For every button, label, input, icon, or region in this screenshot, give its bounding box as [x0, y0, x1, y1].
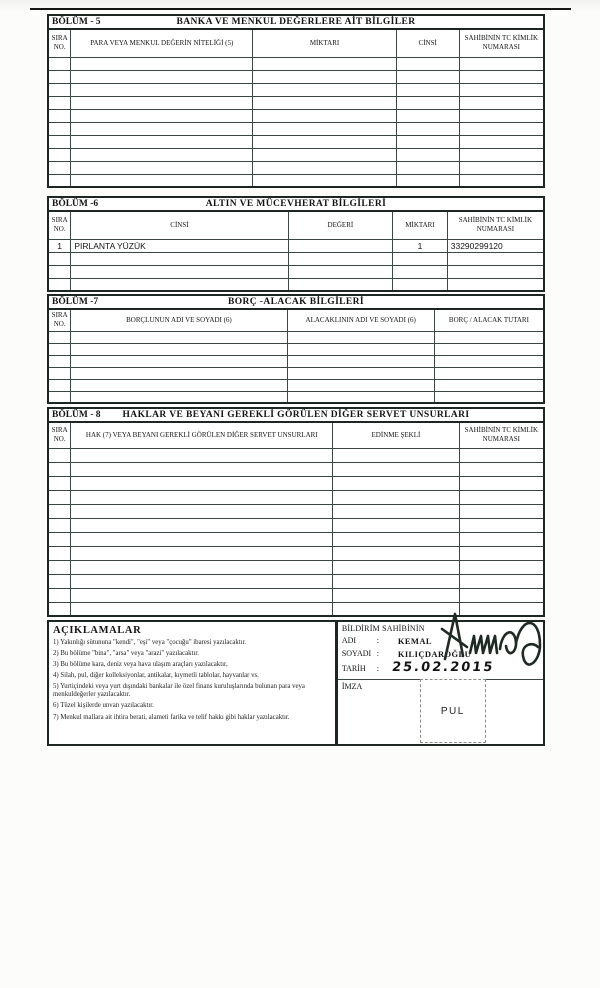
note-item: 4) Silah, pul, diğer kolleksiyonlar, antikalar, kıymetli tablolar, hayvanlar vs. [53, 671, 259, 679]
empty-cell [253, 161, 396, 174]
column-header: CİNSİ [396, 29, 459, 57]
empty-cell [253, 109, 396, 122]
empty-cell [459, 546, 544, 560]
empty-cell [71, 391, 287, 403]
empty-cell [48, 448, 71, 462]
empty-cell [396, 96, 459, 109]
empty-cell [459, 602, 544, 616]
column-header: HAK (7) VEYA BEYANI GEREKLİ GÖRÜLEN DİĞER SERVET UNSURLARI [71, 422, 333, 448]
empty-cell [71, 135, 253, 148]
empty-cell [459, 83, 544, 96]
section-titlebar [47, 196, 545, 212]
empty-cell [253, 148, 396, 161]
declarant-box [337, 620, 545, 746]
empty-cell [48, 462, 71, 476]
empty-cell [253, 83, 396, 96]
declarant-field-soyadi [338, 647, 543, 660]
column-header: SAHİBİNİN TC KİMLİK NUMARASI [447, 211, 544, 239]
table-row-empty [48, 504, 544, 518]
empty-cell [287, 367, 434, 379]
empty-cell [71, 588, 333, 602]
empty-cell [253, 174, 396, 187]
empty-cell [48, 504, 71, 518]
table-row-empty [48, 448, 544, 462]
empty-cell [459, 490, 544, 504]
section-titlebar [47, 14, 545, 30]
column-header: DEĞERİ [288, 211, 393, 239]
column-header: EDİNME ŞEKLİ [333, 422, 459, 448]
table-row-empty [48, 278, 544, 291]
empty-cell [333, 560, 459, 574]
declarant-field-tari̇h [338, 660, 543, 677]
section-title: HAKLAR VE BEYANI GEREKLİ GÖRÜLEN DİĞER SERVET UNSURLARI [122, 410, 470, 420]
empty-cell [287, 391, 434, 403]
table-row-filled [48, 239, 544, 252]
field-label: TARİH [341, 664, 366, 673]
empty-cell [71, 490, 333, 504]
column-header: ALACAKLININ ADI VE SOYADI (6) [287, 309, 434, 331]
empty-cell [393, 265, 448, 278]
empty-cell [396, 57, 459, 70]
empty-cell [447, 265, 544, 278]
signature-area [338, 679, 543, 744]
empty-cell [333, 602, 459, 616]
empty-cell [48, 252, 71, 265]
empty-cell [48, 602, 71, 616]
column-header: SAHİBİNİN TC KİMLİK NUMARASI [459, 29, 544, 57]
field-label: ADI [341, 636, 357, 645]
empty-cell [333, 588, 459, 602]
empty-cell [48, 331, 71, 343]
empty-cell [48, 135, 71, 148]
declarant-header: BİLDİRİM SAHİBİNİN [341, 624, 425, 633]
empty-cell [48, 546, 71, 560]
empty-cell [459, 588, 544, 602]
empty-cell [396, 148, 459, 161]
stamp-box [420, 679, 486, 743]
empty-cell [48, 367, 71, 379]
table-row-empty [48, 379, 544, 391]
empty-cell [48, 476, 71, 490]
section-table [47, 210, 545, 292]
empty-cell [48, 560, 71, 574]
empty-cell [71, 331, 287, 343]
column-header: CİNSİ [71, 211, 288, 239]
note-item: 7) Menkul mallara ait ihtira berati, alameti farika ve telif hakkı gibi haklar yazılacaktır. [53, 713, 290, 721]
section-title: BANKA VE MENKUL DEĞERLERE AİT BİLGİLER [176, 17, 416, 27]
empty-cell [288, 265, 393, 278]
empty-cell [71, 367, 287, 379]
empty-cell [459, 161, 544, 174]
empty-cell [48, 174, 71, 187]
table-row-empty [48, 343, 544, 355]
field-value: KILIÇDAROĞLU [397, 648, 472, 659]
section-table [47, 421, 545, 617]
table-row-empty [48, 602, 544, 616]
empty-cell [396, 174, 459, 187]
section-label: BÖLÜM - 5 [52, 17, 101, 27]
empty-cell [71, 504, 333, 518]
empty-cell [253, 57, 396, 70]
column-header: BORÇLUNUN ADI VE SOYADI (6) [71, 309, 287, 331]
table-row-empty [48, 355, 544, 367]
empty-cell [333, 448, 459, 462]
empty-cell [434, 367, 544, 379]
table-cell: PIRLANTA YÜZÜK [71, 239, 288, 252]
empty-cell [459, 532, 544, 546]
table-row-empty [48, 574, 544, 588]
empty-cell [333, 518, 459, 532]
table-row-empty [48, 490, 544, 504]
section-titlebar [47, 294, 545, 310]
section-table [47, 28, 545, 188]
empty-cell [459, 57, 544, 70]
section-bolum6 [47, 196, 545, 292]
note-item: 3) Bu bölüme kara, deniz veya hava ulaşım araçları yazılacaktır, [53, 660, 228, 668]
empty-cell [48, 148, 71, 161]
empty-cell [396, 122, 459, 135]
empty-cell [48, 70, 71, 83]
empty-cell [48, 490, 71, 504]
table-row-empty [48, 462, 544, 476]
field-value: KEMAL [397, 635, 432, 646]
table-row-empty [48, 560, 544, 574]
empty-cell [71, 278, 288, 291]
explanations-list [53, 639, 329, 722]
section-titlebar [47, 407, 545, 423]
table-cell: 33290299120 [447, 239, 544, 252]
empty-cell [48, 574, 71, 588]
table-row-empty [48, 135, 544, 148]
empty-cell [396, 135, 459, 148]
table-row-empty [48, 96, 544, 109]
section-bolum7 [47, 294, 545, 404]
empty-cell [393, 278, 448, 291]
empty-cell [71, 560, 333, 574]
declarant-field-adi [338, 634, 543, 647]
empty-cell [253, 70, 396, 83]
empty-cell [333, 574, 459, 588]
empty-cell [459, 122, 544, 135]
empty-cell [288, 252, 393, 265]
empty-cell [434, 343, 544, 355]
empty-cell [447, 252, 544, 265]
empty-cell [71, 252, 288, 265]
section-bolum5 [47, 14, 545, 188]
section-label: BÖLÜM -7 [52, 297, 99, 307]
empty-cell [48, 391, 71, 403]
empty-cell [48, 532, 71, 546]
explanations-title: AÇIKLAMALAR [53, 625, 142, 636]
explanations-box [47, 620, 337, 746]
declarant-fields [338, 634, 543, 677]
section-bolum8 [47, 407, 545, 617]
column-header: SIRA NO. [48, 422, 71, 448]
table-row-empty [48, 122, 544, 135]
field-label: SOYADI [341, 649, 372, 658]
field-colon: : [376, 636, 379, 645]
empty-cell [396, 70, 459, 83]
empty-cell [48, 343, 71, 355]
table-row-empty [48, 174, 544, 187]
empty-cell [71, 70, 253, 83]
empty-cell [48, 161, 71, 174]
empty-cell [48, 265, 71, 278]
empty-cell [434, 355, 544, 367]
empty-cell [287, 355, 434, 367]
empty-cell [48, 57, 71, 70]
section-title: ALTIN VE MÜCEVHERAT BİLGİLERİ [205, 199, 387, 209]
empty-cell [434, 379, 544, 391]
empty-cell [393, 252, 448, 265]
empty-cell [253, 135, 396, 148]
column-header: SIRA NO. [48, 29, 71, 57]
empty-cell [333, 546, 459, 560]
note-item: 6) Tüzel kişilerde unvan yazılacaktır. [53, 702, 154, 710]
empty-cell [48, 122, 71, 135]
table-row-empty [48, 70, 544, 83]
empty-cell [287, 343, 434, 355]
empty-cell [71, 532, 333, 546]
empty-cell [459, 504, 544, 518]
empty-cell [333, 504, 459, 518]
table-row-empty [48, 109, 544, 122]
empty-cell [48, 379, 71, 391]
column-header: SAHİBİNİN TC KİMLİK NUMARASI [459, 422, 544, 448]
table-row-empty [48, 532, 544, 546]
empty-cell [71, 546, 333, 560]
note-item: 2) Bu bölüme "bina", "arsa" veya "arazi" yazılacaktır. [53, 649, 199, 657]
empty-cell [447, 278, 544, 291]
column-header: SIRA NO. [48, 309, 71, 331]
empty-cell [71, 265, 288, 278]
form-sections [47, 14, 545, 617]
empty-cell [459, 560, 544, 574]
column-header: MİKTARI [253, 29, 396, 57]
empty-cell [459, 476, 544, 490]
section-label: BÖLÜM -6 [52, 199, 99, 209]
empty-cell [71, 161, 253, 174]
empty-cell [71, 83, 253, 96]
empty-cell [396, 109, 459, 122]
empty-cell [333, 462, 459, 476]
empty-cell [459, 518, 544, 532]
table-row-empty [48, 83, 544, 96]
empty-cell [71, 343, 287, 355]
field-value-handwritten: 25.02.2015 [390, 660, 496, 675]
empty-cell [253, 122, 396, 135]
field-colon: : [376, 649, 379, 658]
column-header: MİKTARI [393, 211, 448, 239]
empty-cell [459, 70, 544, 83]
table-row-empty [48, 367, 544, 379]
empty-cell [48, 96, 71, 109]
empty-cell [459, 148, 544, 161]
table-row-empty [48, 161, 544, 174]
empty-cell [48, 278, 71, 291]
table-row-empty [48, 546, 544, 560]
note-item: 1) Yakınlığı sütununa "kendi", "eşi" veya "çocuğu" ibaresi yazılacaktır. [53, 638, 247, 646]
empty-cell [71, 122, 253, 135]
column-header: SIRA NO. [48, 211, 71, 239]
empty-cell [48, 355, 71, 367]
empty-cell [333, 476, 459, 490]
empty-cell [71, 109, 253, 122]
empty-cell [48, 588, 71, 602]
empty-cell [71, 57, 253, 70]
empty-cell [71, 602, 333, 616]
table-row-empty [48, 391, 544, 403]
empty-cell [459, 109, 544, 122]
table-row-empty [48, 476, 544, 490]
empty-cell [333, 532, 459, 546]
table-row-empty [48, 588, 544, 602]
empty-cell [71, 574, 333, 588]
empty-cell [459, 448, 544, 462]
empty-cell [71, 355, 287, 367]
empty-cell [71, 96, 253, 109]
table-row-empty [48, 331, 544, 343]
empty-cell [396, 83, 459, 96]
scan-artifact-line [30, 8, 571, 10]
empty-cell [459, 174, 544, 187]
empty-cell [71, 448, 333, 462]
signature-label: İMZA [341, 682, 363, 691]
table-cell: 1 [48, 239, 71, 252]
table-cell: 1 [393, 239, 448, 252]
form-content [47, 14, 545, 746]
empty-cell [71, 462, 333, 476]
empty-cell [287, 379, 434, 391]
empty-cell [459, 462, 544, 476]
empty-cell [48, 109, 71, 122]
empty-cell [253, 96, 396, 109]
empty-cell [71, 379, 287, 391]
empty-cell [434, 391, 544, 403]
table-row-empty [48, 57, 544, 70]
empty-cell [71, 174, 253, 187]
empty-cell [333, 490, 459, 504]
section-table [47, 308, 545, 404]
empty-cell [71, 148, 253, 161]
section-label: BÖLÜM - 8 [52, 410, 101, 420]
table-row-empty [48, 518, 544, 532]
empty-cell [287, 331, 434, 343]
section-title: BORÇ -ALACAK BİLGİLERİ [227, 297, 364, 307]
empty-cell [71, 518, 333, 532]
note-item: 5) Yurtiçindeki veya yurt dışındaki bankalar ile özel finans kuruluşlarında bulunan para veya menkuldeğerler yazılacaktır. [53, 682, 305, 699]
table-row-empty [48, 265, 544, 278]
column-header: PARA VEYA MENKUL DEĞERİN NİTELİĞİ (5) [71, 29, 253, 57]
empty-cell [288, 278, 393, 291]
empty-cell [48, 83, 71, 96]
table-row-empty [48, 252, 544, 265]
empty-cell [396, 161, 459, 174]
table-row-empty [48, 148, 544, 161]
field-colon: : [376, 664, 379, 673]
empty-cell [459, 135, 544, 148]
empty-cell [71, 476, 333, 490]
stamp-label: PUL [440, 705, 465, 717]
empty-cell [48, 518, 71, 532]
empty-cell [459, 574, 544, 588]
empty-cell [459, 96, 544, 109]
table-cell [288, 239, 393, 252]
column-header: BORÇ / ALACAK TUTARI [434, 309, 544, 331]
footer-block [47, 620, 545, 746]
empty-cell [434, 331, 544, 343]
